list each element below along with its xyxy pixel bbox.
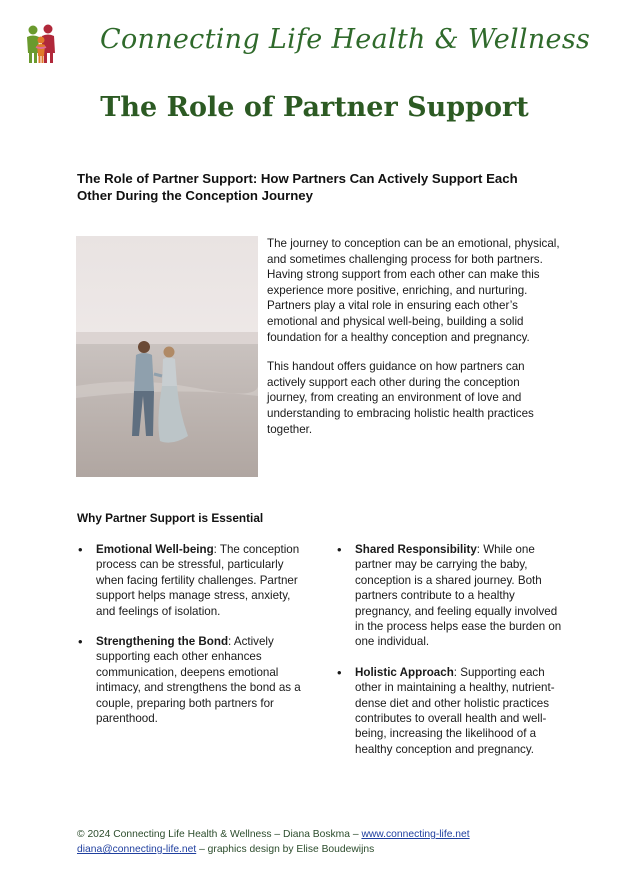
bullet-column-right bbox=[336, 542, 566, 772]
list-item bbox=[77, 542, 307, 619]
bullet-icon: • bbox=[337, 542, 342, 557]
document-subtitle: The Role of Partner Support: How Partners Can Actively Support Each Other During the Conception Journey bbox=[77, 171, 518, 203]
bullet-text: : While one partner may be carrying the baby, conception is a shared journey. Both partners contribute to a healthy pregnancy, and feeling equally involved in the process helps ease the burden on one individual. bbox=[355, 543, 562, 649]
credit-text: – graphics design by Elise Boudewijns bbox=[196, 844, 375, 855]
bullet-column-left bbox=[77, 542, 307, 741]
bullet-text: : Supporting each other in maintaining a healthy, nutrient-dense diet and other holistic practices contributes to overall health and well-being, increasing the likelihood of a healthy conception and pregnancy. bbox=[355, 665, 555, 756]
list-item bbox=[336, 665, 566, 757]
footer-line-2 bbox=[77, 842, 577, 857]
intro-paragraph: This handout offers guidance on how partners can actively support each other during the conception journey, from creating an environment of love and understanding to embracing holistic health practices together. bbox=[267, 360, 534, 436]
bullet-text: : Actively supporting each other enhances communication, deepens emotional intimacy, and strengthens the bond as a couple, preparing both partners for parenthood. bbox=[96, 635, 301, 726]
bullet-term: Emotional Well-being bbox=[96, 543, 214, 556]
bullet-term: Shared Responsibility bbox=[355, 543, 477, 556]
family-hug-icon bbox=[24, 23, 58, 65]
list-item bbox=[336, 542, 566, 650]
website-link[interactable]: www.connecting-life.net bbox=[361, 829, 470, 840]
footer-line-1 bbox=[77, 827, 577, 842]
bullet-icon: • bbox=[78, 634, 83, 650]
brand-name: Connecting Life Health & Wellness bbox=[100, 24, 591, 55]
list-item bbox=[77, 634, 307, 726]
copyright-text: © 2024 Connecting Life Health & Wellness – Diana Boskma – bbox=[77, 829, 362, 840]
intro-text bbox=[267, 236, 561, 451]
page-title: The Role of Partner Support bbox=[100, 92, 529, 123]
section-heading: Why Partner Support is Essential bbox=[77, 511, 264, 525]
bullet-text: : The conception process can be stressful, particularly when facing fertility challenges. Partner support helps manage stress, anxiety, and feelings of isolation. bbox=[96, 543, 300, 618]
couple-on-beach-photo bbox=[76, 236, 258, 477]
email-link[interactable]: diana@connecting-life.net bbox=[77, 844, 197, 855]
bullet-icon: • bbox=[337, 664, 342, 680]
bullet-term: Strengthening the Bond bbox=[96, 635, 229, 649]
footer bbox=[77, 827, 577, 857]
intro-paragraph: The journey to conception can be an emotional, physical, and sometimes challenging process for both partners. Having strong support from each other can make this experience more positive, enriching, and nurturing. Partners play a vital role in ensuring each other’s emotional and physical well-being, building a solid foundation for a healthy conception and pregnancy. bbox=[267, 237, 560, 344]
bullet-icon: • bbox=[78, 542, 83, 557]
bullet-term: Holistic Approach bbox=[355, 665, 454, 679]
